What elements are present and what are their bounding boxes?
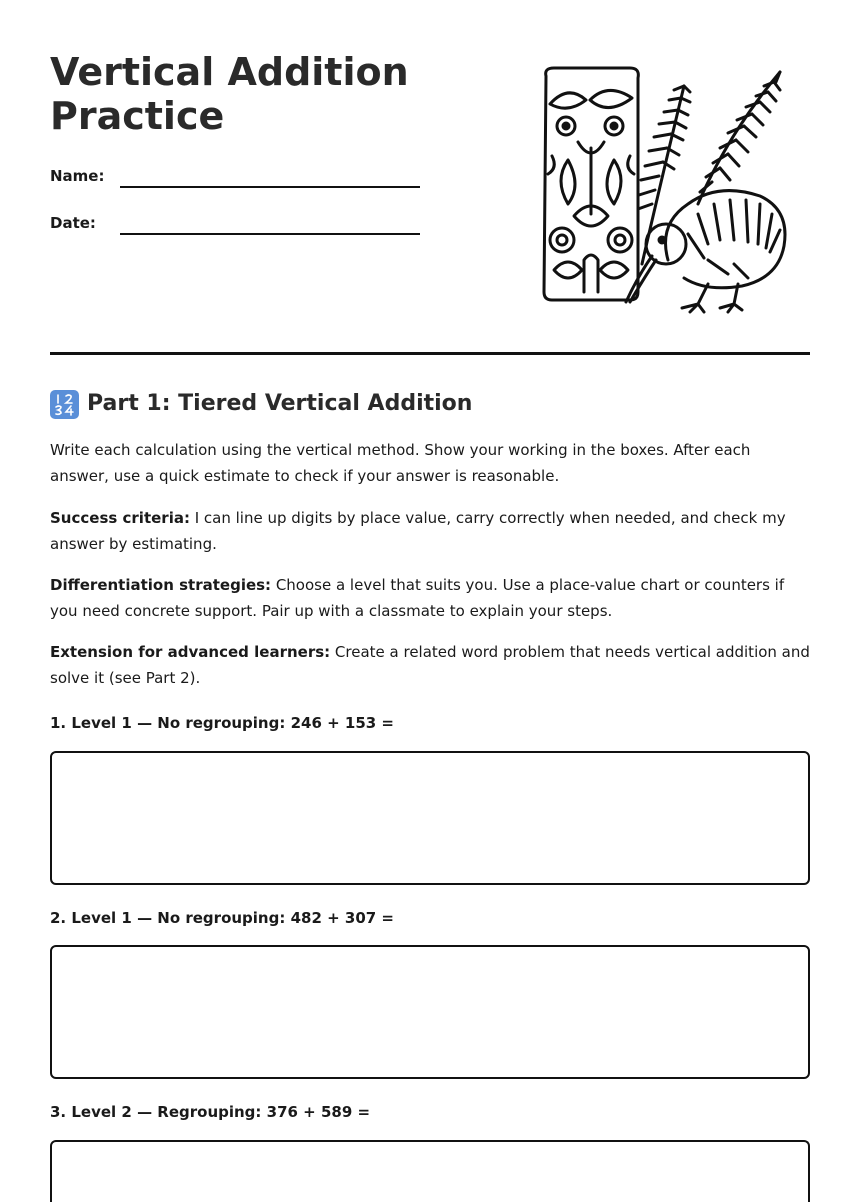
input-numbers-icon bbox=[50, 390, 79, 419]
differentiation-paragraph bbox=[50, 572, 810, 624]
extension-paragraph bbox=[50, 639, 810, 691]
question-1-answer-box[interactable] bbox=[50, 751, 810, 885]
question-1-label: 1. Level 1 — No regrouping: 246 + 153 = bbox=[50, 714, 394, 732]
instructions-paragraph: Write each calculation using the vertical method. Show your working in the boxes. After each answer, use a quick estimate to check if your answer is reasonable. bbox=[50, 441, 751, 485]
kiwi-pou-fern-illustration bbox=[538, 64, 788, 314]
success-criteria-paragraph bbox=[50, 505, 810, 557]
success-criteria-text: I can line up digits by place value, carry correctly when needed, and check my answer by estimating. bbox=[50, 509, 786, 553]
differentiation-label: Differentiation strategies: bbox=[50, 576, 272, 594]
extension-text: Create a related word problem that needs vertical addition and solve it (see Part 2). bbox=[50, 643, 810, 687]
name-field bbox=[50, 166, 420, 190]
date-field bbox=[50, 213, 420, 237]
question-2-label: 2. Level 1 — No regrouping: 482 + 307 = bbox=[50, 909, 394, 927]
differentiation-text: Choose a level that suits you. Use a place-value chart or counters if you need concrete support. Pair up with a classmate to explain your steps. bbox=[50, 576, 785, 620]
date-label: Date: bbox=[50, 214, 96, 232]
worksheet-page bbox=[50, 0, 810, 1121]
page-title: Vertical Addition Practice bbox=[50, 50, 409, 138]
section-heading-part1 bbox=[50, 388, 472, 420]
section-heading-text: Part 1: Tiered Vertical Addition bbox=[87, 391, 473, 416]
question-3-label: 3. Level 2 — Regrouping: 376 + 589 = bbox=[50, 1103, 371, 1121]
name-label: Name: bbox=[50, 167, 105, 185]
question-2-answer-box[interactable] bbox=[50, 945, 810, 1079]
name-write-line[interactable] bbox=[120, 186, 420, 188]
worksheet-header bbox=[50, 0, 810, 355]
success-criteria-label: Success criteria: bbox=[50, 509, 190, 527]
extension-label: Extension for advanced learners: bbox=[50, 643, 331, 661]
date-write-line[interactable] bbox=[120, 233, 420, 235]
question-3-answer-box[interactable] bbox=[50, 1140, 810, 1202]
